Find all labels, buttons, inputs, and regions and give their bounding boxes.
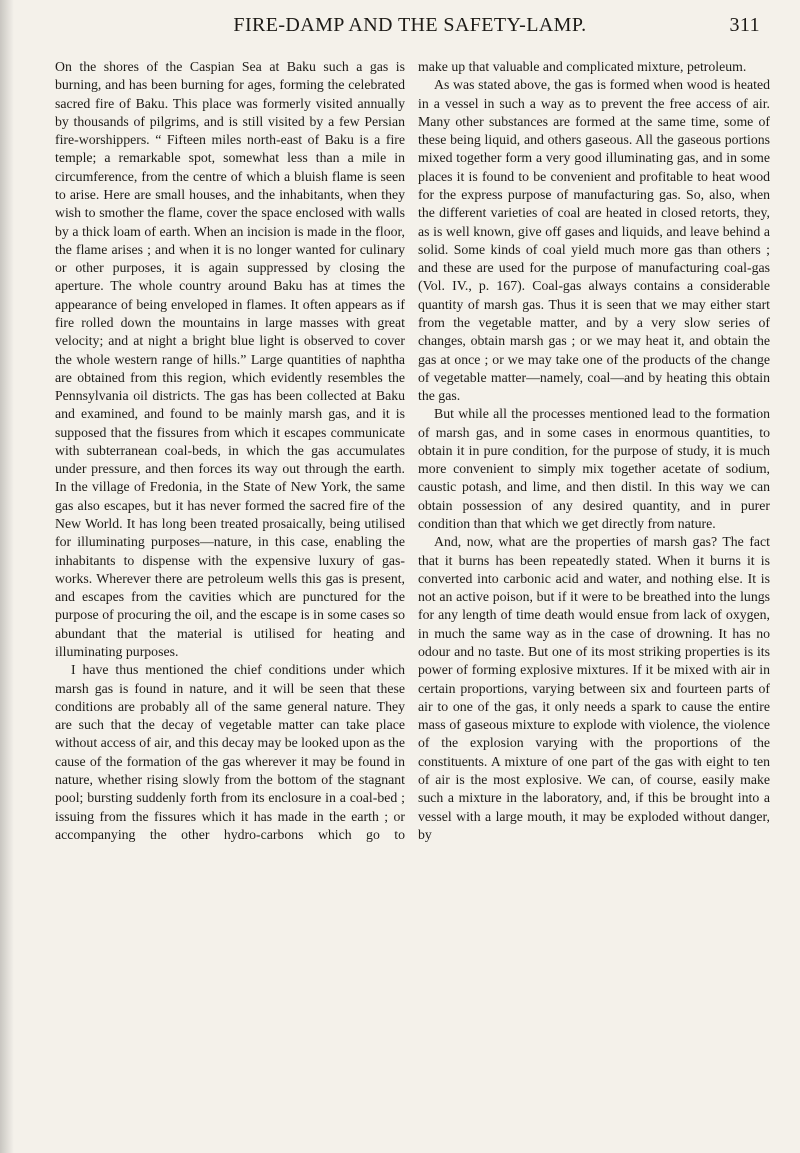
paragraph: But while all the processes mentioned lead to the formation of marsh gas, and in some cases in enormous quantities, to obtain it in pure condition, for the purpose of study, it is much more convenient to simply mix together acetate of sodium, caustic potash, and lime, and then distil. In this way we can obtain possession of any desired quantity, and in purer condition than that which we get directly from nature. [418, 406, 770, 532]
paragraph: On the shores of the Caspian Sea at Baku such a gas is burning, and has been burning for ages, forming the celebrated sacred fire of Baku. This place was formerly visited annually by thousands of pilgrims, and is still visited by a few Persian fire-worshippers. “ Fifteen miles north-east of Baku is a fire temple; a remarkable spot, somewhat less than a mile in circumference, from the centre of which a bluish flame is seen to arise. Here are small houses, and the inhabitants, when they wish to smother the flame, cover the space enclosed with walls by a thick loam of earth. When an incision is made in the floor, the flame arises ; and when it is no longer wanted for culinary or other purposes, it is again suppressed by closing the aperture. The whole country around Baku has at times the appearance of being enveloped in flames. It often appears as if fire rolled down the mountains in large masses with great velocity; and at night a bright blue light is observed to cover the whole western range of hills.” Large quantities of naphtha are obtained from this region, which evidently resembles the Pennsylvania oil districts. The gas has been collected at Baku and examined, and found to be mainly marsh gas, and it is supposed that the fissures from which it escapes communicate with subterranean coal-beds, in which the gas accumulates under pressure, and then forces its way out through the earth. In the village of Fredonia, in the State of New York, the same gas also escapes, but it has never formed the sacred fire of the New World. It has long been treated prosaically, being utilised for illuminating purposes—nature, in this case, enabling the inhabitants to dispense with the expensive luxury of gas-works. Wherever there are petroleum wells this gas is present, and escapes from the cavities which are punctured for the purpose of procuring the oil, and the escape is in some cases so abundant that the material is utilised for heating and illuminating purposes. [55, 59, 405, 659]
right-column [418, 58, 770, 844]
paragraph: And, now, what are the properties of marsh gas? The fact that it burns has been repeatedly stated. When it burns it is converted into carbonic acid and water, and nothing else. It is not an active poison, but if it were to be breathed into the lungs for any length of time death would ensue from lack of oxygen, in much the same way as in the case of drowning. It has no odour and no taste. But one of its most striking properties is its power of forming explosive mixtures. If it be mixed with air in certain proportions, varying between six and fourteen parts of air to one of the gas, it only needs a spark to cause the entire mass of gaseous mixture to explode with violence, the violence of the explosion varying with the proportions of the constituents. A mixture of one part of the gas with eight to ten of air is the most explosive. We can, of course, easily make such a mixture in the laboratory, and, if this be brought into a vessel with a large mouth, it may be exploded without danger, by [418, 534, 770, 842]
page-number: 311 [729, 14, 760, 36]
paragraph: I have thus mentioned the chief conditions under which marsh gas is found in nature, and it will be seen that these conditions are probably all of the same general nature. They are such that the decay of vegetable matter can take place without access of air, and this decay may be looked upon as the cause of the formation of the gas wherever it may be found in nature, whether rising slowly from the bottom of the stagnant pool; bursting suddenly forth from its enclosure in a coal-bed ; issuing from the fissures which it has made in the earth ; or accompanying the other hydro-carbons which go to [55, 662, 406, 842]
paragraph: As was stated above, the gas is formed when wood is heated in a vessel in such a way as to prevent the free access of air. Many other substances are formed at the same time, some of these being liquid, and others gaseous. All the gaseous portions mixed together form a very good illuminating gas, and in some places it is found to be convenient and profitable to heat wood for the express purpose of manufacturing gas. So, also, when the different varieties of coal are heated in closed retorts, they, as is well known, give off gases and liquids, and leave behind a solid. Some kinds of coal yield much more gas than others ; and these are used for the purpose of manufacturing coal-gas (Vol. IV., p. 167). Coal-gas always contains a considerable quantity of marsh gas. Thus it is seen that we may either start from the vegetable matter, and by a very slow series of changes, obtain marsh gas ; or we may heat it, and obtain the gas at once ; or we may take one of the products of the change of vegetable matter—namely, coal—and by heating this obtain the gas. [418, 77, 770, 404]
paragraph: make up that valuable and complicated mixture, petroleum. [418, 59, 747, 74]
left-column [55, 58, 405, 844]
running-title: FIRE-DAMP AND THE SAFETY-LAMP. [233, 14, 587, 36]
binding-shadow [0, 0, 14, 1153]
running-head [60, 14, 760, 42]
